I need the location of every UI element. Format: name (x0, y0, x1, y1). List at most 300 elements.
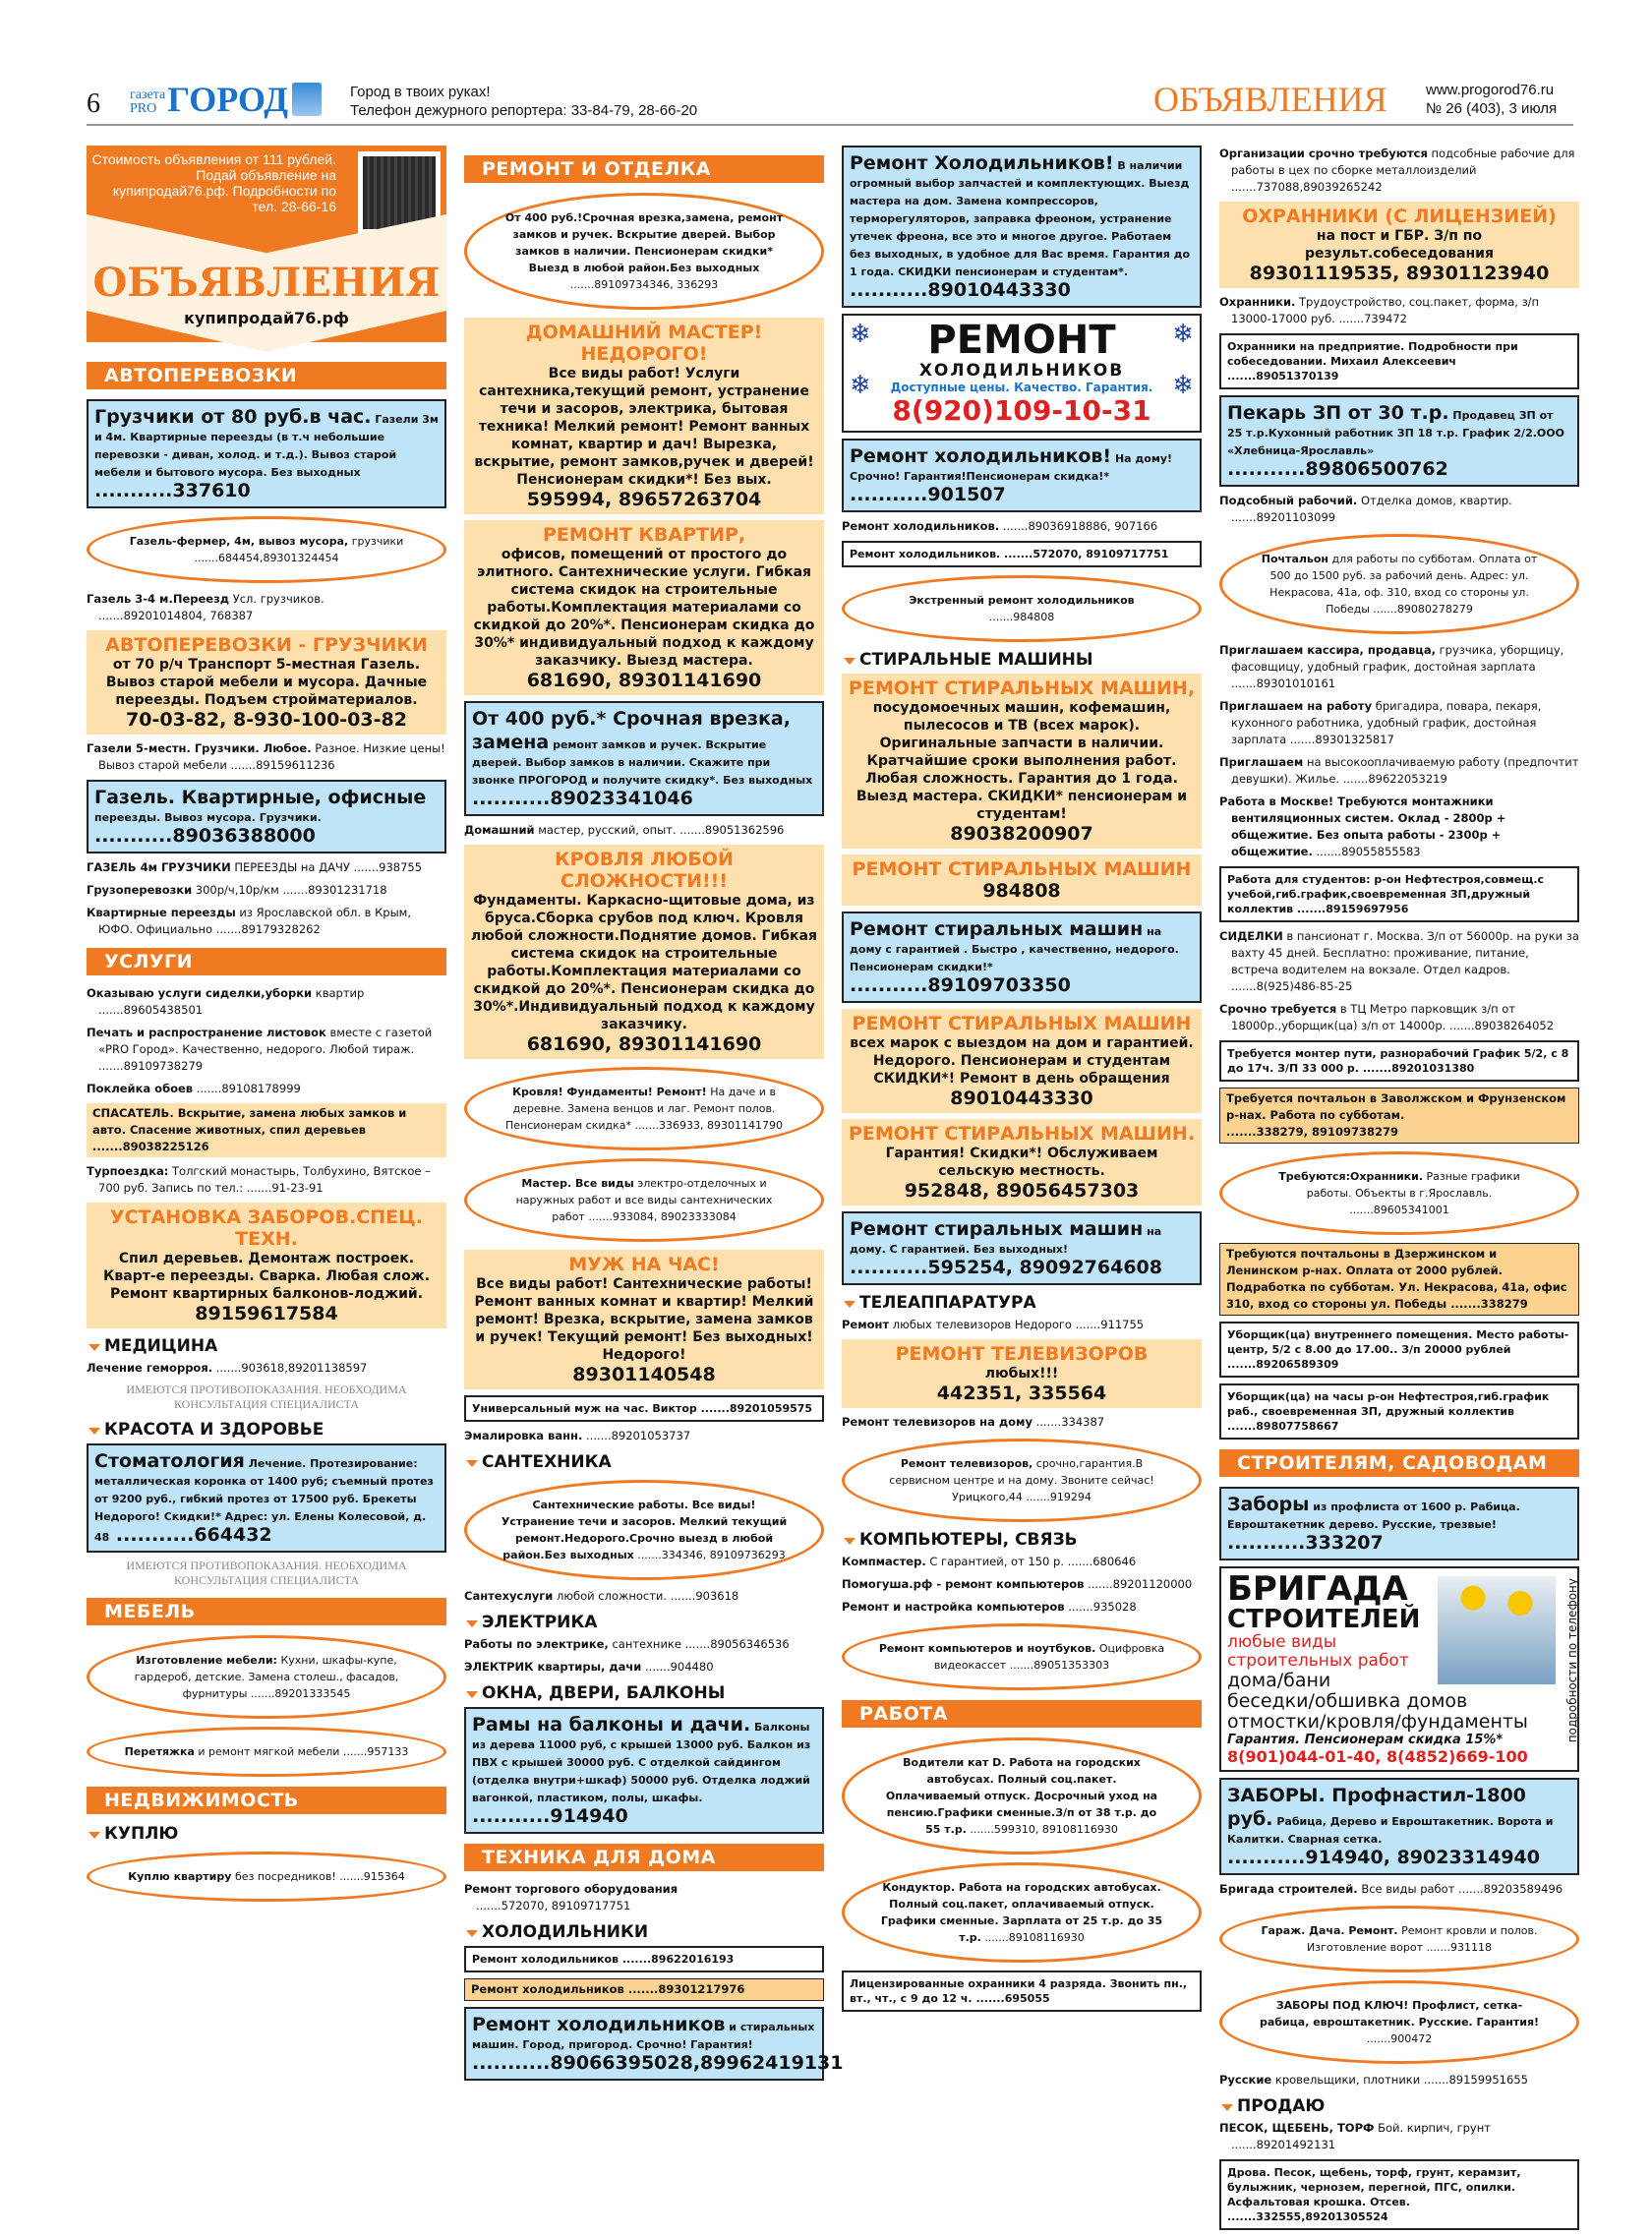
ad-phone[interactable]: ....... 684454,89301324454 (195, 552, 339, 564)
ad-phone[interactable]: ....... 89038264052 (1446, 1019, 1554, 1032)
boxed-ad (87, 1443, 446, 1553)
ad-bold-text: Ремонт компьютеров и ноутбуков. (878, 1642, 1096, 1655)
ad-text: Рабица, Дерево и Евроштакетник. Ворота и Калитки. Сварная сетка. (1227, 1815, 1554, 1846)
featured-ad (464, 520, 824, 695)
ad-phone[interactable]: ....... 89159951655 (1420, 2073, 1528, 2087)
ad-bold-text: Сантехуслуги (464, 1589, 554, 1603)
logo-text: ГОРОД (167, 80, 288, 119)
ad-bold-text: Помогуша.рф - ремонт компьютеров (842, 1577, 1085, 1591)
boxed-ad (464, 1946, 824, 1972)
ad-phone[interactable]: ....... 89622016193 (619, 1953, 734, 1966)
ad-text: Лицензированные охранники 4 разряда. Звонить пн., вт., чт., с 9 до 12 ч. (850, 1977, 1188, 2005)
featured-ad (842, 854, 1202, 906)
ad-phone[interactable]: ....... 89080278279 (1370, 603, 1473, 616)
circled-ad (87, 1635, 446, 1719)
ad-bold-text: Квартирные переезды (87, 906, 236, 919)
ad-text: на высокооплачиваемую работу (предпочтит девушки). Жилье. (1231, 755, 1579, 786)
boxed-ad (1219, 1383, 1579, 1440)
circled-ad (1219, 1906, 1579, 1972)
ad-subheadline: ХОЛОДИЛЬНИКОВ (918, 361, 1125, 381)
ad-text: С гарантией, от 150 р. (929, 1555, 1064, 1568)
ad-phone[interactable]: ....... 695055 (973, 1992, 1050, 2005)
ad-bold-text: ЗАБОРЫ ПОД КЛЮЧ! Профлист, сетка-рабица, евроштакетник. Русские. Гарантия! (1259, 1999, 1540, 2029)
ad-listing (87, 859, 446, 876)
ad-text: срочно,гарантия.В сервисном центре и на дому. Звоните сейчас! Урицкого,44 (889, 1457, 1154, 1503)
ad-phone[interactable]: ....... 89051353303 (1006, 1659, 1109, 1672)
ad-phone[interactable]: ....... 89206589309 (1227, 1358, 1338, 1371)
ad-phone[interactable]: ....... 935028 (1068, 1600, 1137, 1614)
ad-phone[interactable]: ....... 89201103099 (1231, 510, 1335, 524)
ad-listing (1219, 1881, 1579, 1898)
ad-text: Лечение. Протезирование: металлическая коронка от 1400 руб; съемный протез от 9200 руб., гибкий протез от 17500 руб. Брекеты Недорого! Скидки!* Адрес: ул. Елены Колесовой, д. 48 (94, 1457, 434, 1544)
ad-phone[interactable]: ....... 89179328262 (212, 922, 321, 936)
ad-bold-text: Печать и распространение листовок (87, 1026, 326, 1039)
ad-phone[interactable]: 89038200907 (950, 823, 1093, 845)
ad-phone[interactable]: 89159617584 (195, 1303, 338, 1324)
ad-phone[interactable]: ....... 931118 (1423, 1941, 1492, 1954)
ad-headline: Ремонт холодильников (472, 2014, 726, 2035)
boxed-ad (1219, 1778, 1579, 1875)
ad-text: Кухни, шкафы-купе, гардероб, детские. Замена столеш., фасадов, фурнитуры (134, 1654, 399, 1700)
subsection-header: КРАСОТА И ЗДОРОВЬЕ (87, 1420, 446, 1440)
section-header: НЕДВИЖИМОСТЬ (87, 1787, 446, 1814)
ad-text: строительных работ (1227, 1651, 1409, 1671)
ad-bold-text: Ремонт (842, 1318, 890, 1331)
ad-bold-text: Организации срочно требуются (1219, 147, 1428, 160)
ad-phone[interactable]: ....... 332555,89201305524 (1227, 2210, 1388, 2223)
ad-phone[interactable]: ....... 89159611236 (227, 758, 335, 772)
ad-text: Работа для студентов: р-он Нефтестроя,совмещ.с учебой,гиб.график,своевременная ЗП,дружный коллектив (1227, 873, 1545, 915)
ad-listing (1219, 2072, 1579, 2089)
ad-phone[interactable]: ....... 737088,89039265242 (1231, 180, 1383, 194)
slogan (350, 83, 697, 120)
ad-text: любых телевизоров Недорого (892, 1318, 1072, 1331)
ad-headline: РЕМОНТ (927, 318, 1116, 363)
ad-phone[interactable]: 70-03-82, 8-930-100-03-82 (126, 709, 407, 731)
ad-text: на дому. С гарантией. Без выходных! (850, 1225, 1162, 1256)
ad-text: Гарантия! Скидки*! Обслуживаем сельскую местность. (885, 1146, 1158, 1179)
ad-phone[interactable]: ....... 957133 (339, 1745, 408, 1758)
ad-bold-text: Кондуктор. Работа на городских автобусах. Полный соц.пакет, оплачиваемый отпуск. Графики сменные. Зарплата от 25 т.р. до 35 т.р. (880, 1881, 1163, 1944)
ad-bold-text: Русские (1219, 2073, 1272, 2087)
ad-bold-text: СИДЕЛКИ (1219, 929, 1283, 943)
ad-listing (842, 1317, 1202, 1333)
ad-phone[interactable]: 984808 (982, 880, 1061, 902)
ad-phone[interactable]: ..... 595254, 89092764608 (850, 1257, 1162, 1278)
ad-listing (1219, 642, 1579, 692)
ad-text: Требуются почтальоны в Дзержинском и Ленинском р-нах. Оплата от 2000 рублей. Подработка по субботам. Ул. Некрасова, 41а, офис 310, вход со стороны ул. Победы (1226, 1247, 1567, 1311)
ad-text: Дрова. Песок, щебень, торф, грунт, керамзит, булыжник, чернозем, перегной, ПГС, опилки. Асфальтовая крошка. Отсев. (1227, 2166, 1521, 2208)
ad-phone[interactable]: ....... 572070, 89109717751 (1000, 548, 1168, 560)
ad-phone[interactable]: ....... 89622053219 (1339, 772, 1447, 786)
ad-headline: Ремонт Холодильников! (850, 152, 1114, 174)
ad-bold-text: Мастер. Все виды (521, 1177, 634, 1190)
ad-text: Газели 3м и 4м. Квартирные переезды (в т.ч небольшие перевозки - диван, холод. и т.д.). Вывоз старой мебели и бытового мусора. Без выходных (94, 413, 439, 479)
ad-headline: Заборы (1227, 1494, 1310, 1515)
ad-phone[interactable]: ....... 89201120000 (1088, 1577, 1192, 1591)
ad-text: в пансионат г. Москва. З/п от 56000р. на руки за вахту 45 дней. Бесплатно: проживание, питание, встреча водителем на вокзале. Отдел кадров. (1231, 929, 1579, 976)
ad-bold-text: Ремонт телевизоров, (900, 1457, 1033, 1470)
circled-ad (87, 516, 446, 583)
boxed-ad (87, 399, 446, 508)
highlighted-ad (87, 1103, 446, 1157)
section-header: СТРОИТЕЛЯМ, САДОВОДАМ (1219, 1449, 1579, 1477)
ad-phone[interactable]: ....... 338279 (1446, 1297, 1528, 1311)
ad-bold-text: Изготовление мебели: (136, 1654, 277, 1667)
subsection-header: САНТЕХНИКА (464, 1452, 824, 1472)
page-number: 6 (87, 88, 100, 119)
boxed-ad (464, 2007, 844, 2081)
ad-text: Охранники на предприятие. Подробности при собеседовании. Михаил Алексеевич (1227, 340, 1518, 368)
boxed-ad (842, 1971, 1202, 2012)
ad-text: Требуется почтальон в Заволжском и Фрунзенском р-нах. Работа по субботам. (1226, 1091, 1566, 1122)
promo-text: Стоимость объявления от 111 рублей. Подай объявление на купипродай76.рф. Подробности по тел. 28-66-16 (91, 151, 336, 214)
ad-phone[interactable]: ....... 89201014804, 768387 (98, 609, 253, 622)
ad-text: СПАСАТЕЛЬ. Вскрытие, замена любых замков и авто. Спасение животных, спил деревьев (92, 1106, 407, 1137)
ad-bold-text: Газели 5-местн. Грузчики. Любое. (87, 741, 312, 755)
ad-listing (842, 518, 1202, 535)
ad-phone[interactable]: ....... 911755 (1072, 1318, 1144, 1331)
ad-text: ПЕРЕЕЗДЫ на ДАЧУ (234, 860, 350, 874)
ad-phone[interactable]: 89010443330 (950, 1088, 1093, 1109)
featured-ad (842, 674, 1202, 849)
ad-text: Универсальный муж на час. Виктор (472, 1402, 697, 1415)
ad-text: Спил деревьев. Демонтаж построек. Кварт-е переезды. Сварка. Любая слож. Ремонт квартирных балконов-лоджий. (102, 1251, 431, 1302)
ad-phone[interactable]: ..... 914940 (472, 1805, 628, 1827)
ad-text: Ремонт холодильников. (850, 548, 1001, 560)
ad-bold-text: ЭЛЕКТРИК квартиры, дачи (464, 1660, 642, 1674)
ad-phone[interactable]: 681690, 89301141690 (526, 1033, 762, 1055)
circled-ad (842, 1862, 1202, 1963)
ad-listing (464, 1588, 824, 1605)
ad-phone[interactable]: ....... 89301010161 (1231, 677, 1335, 690)
fridge-repair-ad (842, 314, 1202, 433)
boxed-ad (842, 439, 1202, 512)
ad-phone[interactable]: ....... 8(925)486-85-25 (1231, 979, 1352, 993)
ad-phone[interactable]: ..... 901507 (850, 484, 1006, 505)
ad-text: Требуется монтер пути, разнорабочий График 5/2, с 8 до 17ч. З/П 33 000 р. (1227, 1047, 1569, 1075)
ad-phone[interactable]: 8(920)109-10-31 (892, 394, 1151, 427)
ad-text: грузчика, уборщицу, фасовщицу, удобный график, достойная зарплата (1231, 643, 1564, 674)
ad-phone[interactable]: ....... 89201053737 (586, 1429, 690, 1442)
ad-headline: БРИГАДА (1227, 1569, 1408, 1609)
ad-phone[interactable]: ....... 599310, 89108116930 (970, 1823, 1117, 1836)
site-url[interactable]: www.progorod76.ru (1426, 82, 1555, 98)
ad-bold-text: Ремонт телевизоров на дому (842, 1415, 1032, 1429)
ad-phone[interactable]: 952848, 89056457303 (904, 1180, 1140, 1202)
section-header: МЕБЕЛЬ (87, 1598, 446, 1625)
ad-text: Оцифровка видеокассет (933, 1642, 1165, 1672)
ad-phone[interactable]: ..... 89023341046 (472, 788, 693, 809)
ad-listing (1219, 493, 1579, 526)
circled-ad (842, 1439, 1202, 1522)
issue-info (1426, 81, 1557, 118)
ad-text: Разные графики работы. Объекты в г.Ярославль. (1306, 1170, 1520, 1200)
ad-text: из Ярославской обл. в Крым, ЮФО. Официально (98, 906, 411, 936)
column-2 (464, 146, 844, 2087)
ad-phone[interactable]: 442351, 335564 (936, 1383, 1107, 1404)
ad-bold-text: Экстренный ремонт холодильников (909, 594, 1135, 607)
ad-listing (464, 1659, 824, 1676)
ad-bold-text: Лечение геморроя. (87, 1361, 213, 1375)
circled-ad (464, 1480, 824, 1580)
ad-bold-text: Кровля! Фундаменты! Ремонт! (512, 1086, 707, 1098)
ad-text: офисов, помещений от простого до элитного. Сантехнические услуги. Гибкая система скидок на строительные работы.Комплектация материалами со скидкой до 20%*. Пенсионерам скидка до 30%* индивидуальный подход к каждому заказчику. Выезд мастера. (473, 547, 815, 669)
ad-phone[interactable]: ....... 89108116930 (984, 1931, 1084, 1944)
ad-listing (1219, 294, 1579, 327)
ad-headline: Ремонт стиральных машин (850, 1218, 1144, 1240)
ad-phone[interactable]: ....... 89108178999 (197, 1082, 301, 1095)
workers-photo (1438, 1576, 1556, 1684)
featured-ad (464, 845, 824, 1059)
ad-text: посудомоечных машин, кофемашин, пылесосов и ТВ (всех марок). Оригинальные запчасти в наличии. Кратчайшие сроки выполнения работ. Любая сложность. Гарантия до 1 года. Выезд мастера. СКИДКИ* пенсионерам и студентам! (856, 700, 1188, 822)
section-title: ОБЪЯВЛЕНИЯ (1153, 80, 1387, 119)
promo-url[interactable]: купипродай76.рф (184, 309, 349, 327)
building-icon (292, 83, 322, 116)
ad-phone[interactable]: ....... 903618,89201138597 (216, 1361, 368, 1375)
ad-phone[interactable]: ..... 89806500762 (1227, 458, 1448, 480)
ad-vertical-note: подробности по телефону (1565, 1578, 1579, 1743)
column-3 (842, 146, 1202, 2018)
ad-phone[interactable]: ....... 89109738279 (98, 1059, 203, 1073)
featured-ad (842, 1339, 1202, 1408)
ad-phone[interactable]: ..... 664432 (109, 1524, 271, 1546)
ad-text: В наличии огромный выбор запчастей и комплектующих. Выезд мастера на дом. Замена компрессоров, терморегуляторов, заправка фреоном, устранение утечек фреона, все это и многое другое. Работаем без выходных, в удобное для Вас время. Гарантия до 1 года. СКИДКИ пенсионерам и студентам*. (850, 159, 1191, 278)
ad-text: любые виды (1227, 1632, 1337, 1652)
ad-text: на дому с гарантией . Быстро , качественно, недорого. Пенсионерам скидки!* (850, 925, 1179, 973)
ad-listing (87, 591, 446, 624)
ad-bold-text: Гараж. Дача. Ремонт. (1261, 1924, 1398, 1937)
ad-headline: Газель. Квартирные, офисные (94, 787, 427, 808)
boxed-ad (87, 780, 446, 853)
ad-phone[interactable]: ....... 89203589496 (1454, 1882, 1563, 1896)
ad-phone[interactable]: ....... 572070, 89109717751 (476, 1899, 630, 1912)
ad-text: Фундаменты. Каркасно-щитовые дома, из бруса.Сборка срубов под ключ. Кровля любой сложности.Поднятие домов. Гибкая система скидок на строительные работы.Комплектация материалами со скидкой до 20%*. Пенсионерам скидка до 30%*.Индивидуальный подход к каждому заказчику. (471, 893, 817, 1032)
ad-headline: СТРОИТЕЛЕЙ (1227, 1605, 1421, 1634)
ad-bold-text: Ремонт и настройка компьютеров (842, 1600, 1065, 1614)
ad-phone[interactable]: ..... 89109703350 (850, 974, 1071, 996)
ad-listing (842, 1599, 1202, 1616)
ad-phone[interactable]: ....... 89051370139 (1227, 370, 1338, 382)
ad-headline: РЕМОНТ СТИРАЛЬНЫХ МАШИН (852, 858, 1192, 880)
ad-text: грузчики (351, 535, 404, 548)
ad-text: переезды. Вывоз мусора. Грузчики. (94, 811, 322, 824)
subsection-header: ПРОДАЮ (1219, 2096, 1579, 2116)
snowflake-icon: ❄ (1172, 320, 1194, 349)
ad-headline: РЕМОНТ КВАРТИР, (542, 524, 746, 546)
ad-phone[interactable]: ....... 89159697956 (1293, 903, 1408, 915)
ad-bold-text: Оказываю услуги сиделки,уборки (87, 986, 313, 1000)
ad-phone[interactable]: ....... 89109734346, 336293 (570, 278, 718, 291)
featured-ad (1219, 202, 1579, 288)
ad-text: Трудоустройство, соц.пакет, форма, з/п 13000-17000 руб. (1231, 295, 1540, 325)
ad-bold-text: Поклейка обоев (87, 1082, 194, 1095)
ad-phone[interactable]: ....... 680646 (1064, 1555, 1136, 1568)
ad-phone[interactable]: ....... 89036918886, 907166 (1003, 519, 1157, 533)
ad-bold-text: ГАЗЕЛЬ 4м ГРУЗЧИКИ (87, 860, 231, 874)
ad-listing (87, 905, 446, 938)
ad-phone[interactable]: 681690, 89301141690 (526, 670, 762, 691)
ad-phone[interactable]: ....... 89807758667 (1227, 1420, 1338, 1433)
ad-phone[interactable]: 8(901)044-01-40, 8(4852)669-100 (1227, 1747, 1528, 1766)
ad-listing (1219, 1001, 1579, 1034)
ad-bold-text: Турпоездка: (87, 1164, 169, 1178)
ad-headline: КРОВЛЯ ЛЮБОЙ СЛОЖНОСТИ!!! (555, 849, 734, 892)
ad-phone[interactable]: ....... 89056346536 (681, 1637, 790, 1651)
ad-phone[interactable]: ....... 904480 (645, 1660, 714, 1674)
ad-phone[interactable]: ..... 89066395028,89962419131 (472, 2052, 843, 2074)
ad-phone[interactable]: ....... 89038225126 (92, 1140, 209, 1153)
ad-text: мастер, русский, опыт. (538, 823, 677, 837)
ad-listing (1219, 794, 1579, 860)
ad-phone[interactable]: ..... 89010443330 (850, 279, 1071, 301)
featured-ad (87, 630, 446, 735)
ad-text: Ремонт холодильников (472, 1953, 620, 1966)
ad-listing (1219, 146, 1579, 196)
circled-ad (464, 193, 824, 310)
ad-headline: Ремонт холодильников! (850, 445, 1112, 467)
ad-phone[interactable]: ....... 89201059575 (697, 1402, 812, 1415)
ad-bold-text: Эмалировка ванн. (464, 1429, 583, 1442)
ad-listing (87, 740, 446, 774)
ad-phone[interactable]: ....... 89301325817 (1286, 733, 1394, 746)
featured-ad (464, 1250, 824, 1389)
highlighted-ad (1219, 1243, 1579, 1316)
ad-headline: Ремонт стиральных машин (850, 918, 1144, 940)
boxed-ad (842, 541, 1202, 567)
boxed-ad (1219, 866, 1579, 922)
ad-text: Ремонт холодильников (471, 1982, 624, 1996)
ad-phone[interactable]: ....... 334346, 89109736293 (637, 1549, 785, 1561)
ad-listing (1219, 698, 1579, 748)
ad-text: и ремонт мягкой мебели (198, 1745, 340, 1758)
ad-text: вместе с газетой «PRO Город». Качественно, недорого. Любой тираж. (98, 1026, 433, 1056)
ad-bold-text: Работа в Москве! Требуются монтажники вентиляционных систем. Оклад - 2800р + общежитие. Без опыта работы - 2300р + общежитие. (1219, 794, 1506, 858)
ad-listing (464, 1636, 824, 1653)
ad-phone[interactable]: ....... 938755 (350, 860, 422, 874)
ad-text: Все виды работ (1361, 1882, 1455, 1896)
ad-listing (464, 822, 824, 839)
ad-phone[interactable]: 89301119535, 89301123940 (1249, 263, 1550, 284)
logo-text: газета (130, 88, 166, 102)
ad-phone[interactable]: ....... 89301231718 (279, 883, 387, 897)
ad-phone[interactable]: ....... 89201492131 (1231, 2138, 1335, 2151)
ad-text: На даче и в деревне. Замена венцов и лаг. Ремонт полов. Пенсионерам скидка* (505, 1086, 776, 1132)
ad-listing (1219, 754, 1579, 788)
ad-phone[interactable]: ....... 89301217976 (624, 1982, 745, 1996)
ad-text: Бой. кирпич, грунт (1378, 2121, 1491, 2135)
ad-headline: Стоматология (94, 1450, 245, 1472)
ad-phone[interactable]: 89301140548 (572, 1364, 716, 1385)
ad-phone[interactable]: ..... 89036388000 (94, 825, 316, 847)
ad-headline: АВТОПЕРЕВОЗКИ - ГРУЗЧИКИ (105, 634, 428, 656)
boxed-ad (464, 1395, 824, 1422)
ad-phone[interactable]: ..... 333207 (1227, 1532, 1384, 1554)
section-header: УСЛУГИ (87, 948, 446, 975)
ad-headline: РЕМОНТ СТИРАЛЬНЫХ МАШИН, (848, 677, 1196, 699)
ad-phone[interactable]: ....... 91-23-91 (243, 1181, 323, 1195)
boxed-ad (1219, 1040, 1579, 1082)
ad-text: Толгский монастырь, Толбухино, Вятское – 700 руб. Запись по тел.: (98, 1164, 431, 1195)
ad-bold-text: Бригада строителей. (1219, 1882, 1358, 1896)
ad-bold-text: Газель-фермер, 4м, вывоз мусора, (129, 535, 349, 548)
ad-bold-text: От 400 руб.!Срочная врезка,замена, ремонт замков и ручек. Вскрытие дверей. Выбор замков в наличии. Пенсионерам скидки* Выезд в любой район.Без выходных (504, 211, 784, 274)
ad-text: на пост и ГБР. З/п по результ.собеседования (1304, 228, 1494, 262)
ad-phone[interactable]: ....... 89051362596 (677, 823, 785, 837)
boxed-ad (1219, 2159, 1579, 2230)
ad-phone[interactable]: ....... 89605438501 (98, 1003, 203, 1017)
circled-ad (1219, 1151, 1579, 1235)
ad-bold-text: Ремонт холодильников. (842, 519, 1000, 533)
disclaimer: ИМЕЮТСЯ ПРОТИВОПОКАЗАНИЯ. НЕОБХОДИМА КОНСУЛЬТАЦИЯ СПЕЦИАЛИСТА (126, 1559, 407, 1587)
ad-text: Все виды работ! Услуги сантехника,текущий ремонт, устранение течи и засоров, электрика, бытовая техника! Мелкий ремонт! Ремонт ванных комнат, квартир и дач! Вырезка, вскрытие, ремонт замков,ручек и дверей! Пенсионерам скидки*! Без вых. (474, 366, 814, 488)
ad-bold-text: Приглашаем на работу (1219, 699, 1373, 713)
ad-text: Усл. грузчиков. (232, 592, 324, 606)
ad-phone[interactable]: ..... 914940, 89023314940 (1227, 1847, 1540, 1868)
ad-phone[interactable]: ....... 915364 (336, 1870, 405, 1883)
ad-text: в ТЦ Метро парковщик з/п от 18000р.,уборщик(ца) з/п от 14000р. (1231, 1002, 1516, 1032)
ad-phone[interactable]: ....... 903618 (667, 1589, 738, 1603)
ad-phone[interactable]: ....... 89055855583 (1317, 845, 1421, 858)
reporter-phone: Телефон дежурного репортера: 33-84-79, 28-66-20 (350, 102, 698, 119)
ad-listing (87, 985, 446, 1019)
circled-ad (87, 1852, 446, 1902)
ad-phone[interactable]: ....... 89201333545 (247, 1687, 350, 1700)
ad-bold-text: Грузоперевозки (87, 883, 193, 897)
ad-text: электро-отделочных и наружных работ и все виды сантехнических работ (515, 1177, 773, 1223)
ad-text: Уборщик(ца) на часы р-он Нефтестроя,гиб.график раб., своевременная ЗП, дружный коллектив (1227, 1390, 1550, 1418)
subsection-header: ОКНА, ДВЕРИ, БАЛКОНЫ (464, 1683, 824, 1703)
ad-phone[interactable]: 595994, 89657263704 (526, 489, 762, 510)
ad-text: любых!!! (984, 1366, 1059, 1382)
ad-phone[interactable]: ....... 739472 (1335, 312, 1407, 325)
ad-phone[interactable]: ..... 337610 (94, 480, 251, 501)
ad-phone[interactable]: ....... 933084, 89023333084 (585, 1210, 737, 1223)
circled-ad (842, 1623, 1202, 1690)
ad-phone[interactable]: ....... 336933, 89301141790 (631, 1119, 783, 1132)
boxed-ad (1219, 333, 1579, 389)
ad-phone[interactable]: ....... 89201031380 (1359, 1062, 1474, 1075)
featured-ad (842, 1119, 1202, 1206)
snowflake-icon: ❄ (850, 371, 871, 400)
snowflake-icon: ❄ (1172, 371, 1194, 400)
ad-bold-text: Сантехнические работы. Все виды! Устранение течи и засоров. Мелкий текущий ремонт.Недорого.Срочно выезд в любой район.Без выходных (501, 1499, 788, 1561)
ad-listing (87, 1360, 446, 1377)
ad-phone[interactable]: ....... 919294 (1023, 1491, 1092, 1503)
ad-phone[interactable]: ....... 334387 (1036, 1415, 1105, 1429)
highlighted-ad (464, 1978, 824, 2001)
featured-ad (464, 318, 824, 514)
ad-phone[interactable]: ....... 338279, 89109738279 (1226, 1125, 1398, 1139)
ad-bold-text: Охранники. (1219, 295, 1296, 309)
page-header (87, 77, 1573, 126)
slogan-text: Город в твоих руках! (350, 84, 491, 100)
column-1 (87, 146, 446, 1910)
ad-guarantee: Гарантия. Пенсионерам скидка 15%* (1227, 1733, 1504, 1747)
subsection-header: СТИРАЛЬНЫЕ МАШИНЫ (842, 650, 1202, 670)
ad-headline: ЗАБОРЫ. Профнастил-1800 руб. (1227, 1785, 1526, 1830)
ad-phone[interactable]: ....... 89605341001 (1349, 1204, 1448, 1216)
subsection-header: КОМПЬЮТЕРЫ, СВЯЗЬ (842, 1530, 1202, 1550)
ad-phone[interactable]: ....... 900472 (1367, 2032, 1432, 2045)
builders-ad (1219, 1566, 1579, 1772)
ad-phone[interactable]: ....... 984808 (989, 611, 1054, 623)
logo-text: PRO (130, 101, 157, 116)
ad-text: бригадира, повара, пекаря, кухонного работника, удобный график, достойная зарплата (1231, 699, 1542, 746)
ad-tagline: Доступные цены. Качество. Гарантия. (890, 381, 1153, 394)
circled-ad (87, 1727, 446, 1777)
section-header: РАБОТА (842, 1700, 1202, 1728)
